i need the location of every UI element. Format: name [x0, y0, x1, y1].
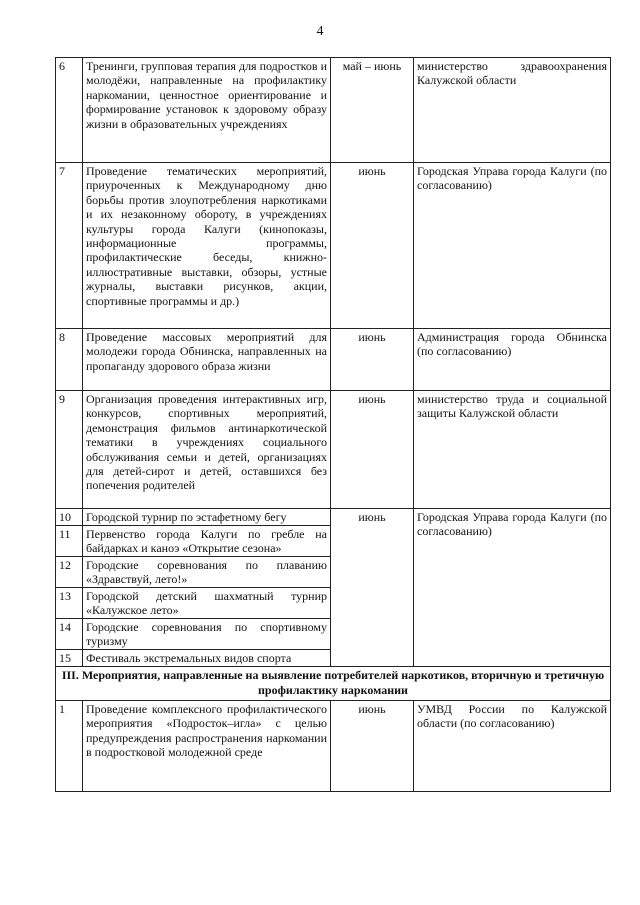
event-responsible: Администрация города Обнинска (по согласованию) [414, 329, 611, 391]
row-number: 7 [56, 163, 83, 329]
event-description: Фестиваль экстремальных видов спорта [83, 650, 331, 667]
table-row [56, 329, 611, 391]
event-description: Городские соревнования по плаванию «Здравствуй, лето!» [83, 557, 331, 588]
event-description: Проведение комплексного профилактического мероприятия «Подросток–игла» с целью предупреждения распространения наркомании в подростковой молодежной среде [83, 701, 331, 792]
event-date: июнь [331, 391, 414, 509]
row-number: 13 [56, 588, 83, 619]
page-number: 4 [316, 24, 324, 39]
event-responsible: УМВД России по Калужской области (по согласованию) [414, 701, 611, 792]
table-row [56, 701, 611, 792]
event-description: Организация проведения интерактивных игр, конкурсов, спортивных мероприятий, демонстрация фильмов антинаркотической тематики в учреждениях социального обслуживания семьи и детей, организациях для детей-сирот и детей, оставшихся без попечения родителей [83, 391, 331, 509]
event-responsible: министерство здравоохранения Калужской области [414, 58, 611, 163]
event-responsible: Городская Управа города Калуги (по согласованию) [414, 163, 611, 329]
event-date: июнь [331, 509, 414, 667]
event-description: Проведение тематических мероприятий, приуроченных к Международному дню борьбы против злоупотребления наркотиками и их незаконному обороту, в учреждениях культуры города Калуги (кинопоказы, информационные программы, профилактические беседы, книжно-иллюстративные выставки, обзоры, устные журналы, выставки рисунков, акции, спортивные программы и др.) [83, 163, 331, 329]
event-description: Первенство города Калуги по гребле на байдарках и каноэ «Открытие сезона» [83, 526, 331, 557]
table-row [56, 58, 611, 163]
events-table [55, 57, 611, 792]
event-date: июнь [331, 701, 414, 792]
table-row [56, 163, 611, 329]
row-number: 1 [56, 701, 83, 792]
event-description: Городской турнир по эстафетному бегу [83, 509, 331, 526]
row-number: 10 [56, 509, 83, 526]
event-date: май – июнь [331, 58, 414, 163]
section-header-row [56, 667, 611, 701]
row-number: 11 [56, 526, 83, 557]
table-row [56, 391, 611, 509]
row-number: 9 [56, 391, 83, 509]
row-number: 14 [56, 619, 83, 650]
row-number: 6 [56, 58, 83, 163]
section-title: III. Мероприятия, направленные на выявление потребителей наркотиков, вторичную и третичную профилактику наркомании [56, 667, 611, 701]
event-description: Городской детский шахматный турнир «Калужское лето» [83, 588, 331, 619]
row-number: 12 [56, 557, 83, 588]
event-description: Проведение массовых мероприятий для молодежи города Обнинска, направленных на пропаганду здорового образа жизни [83, 329, 331, 391]
event-date: июнь [331, 163, 414, 329]
event-responsible: Городская Управа города Калуги (по согласованию) [414, 509, 611, 667]
event-description: Тренинги, групповая терапия для подростков и молодёжи, направленные на профилактику наркомании, ценностное ориентирование и формирование установок к здоровому образу жизни в образовательных учреждениях [83, 58, 331, 163]
row-number: 15 [56, 650, 83, 667]
row-number: 8 [56, 329, 83, 391]
event-responsible: министерство труда и социальной защиты Калужской области [414, 391, 611, 509]
event-date: июнь [331, 329, 414, 391]
table-row [56, 509, 611, 526]
event-description: Городские соревнования по спортивному туризму [83, 619, 331, 650]
